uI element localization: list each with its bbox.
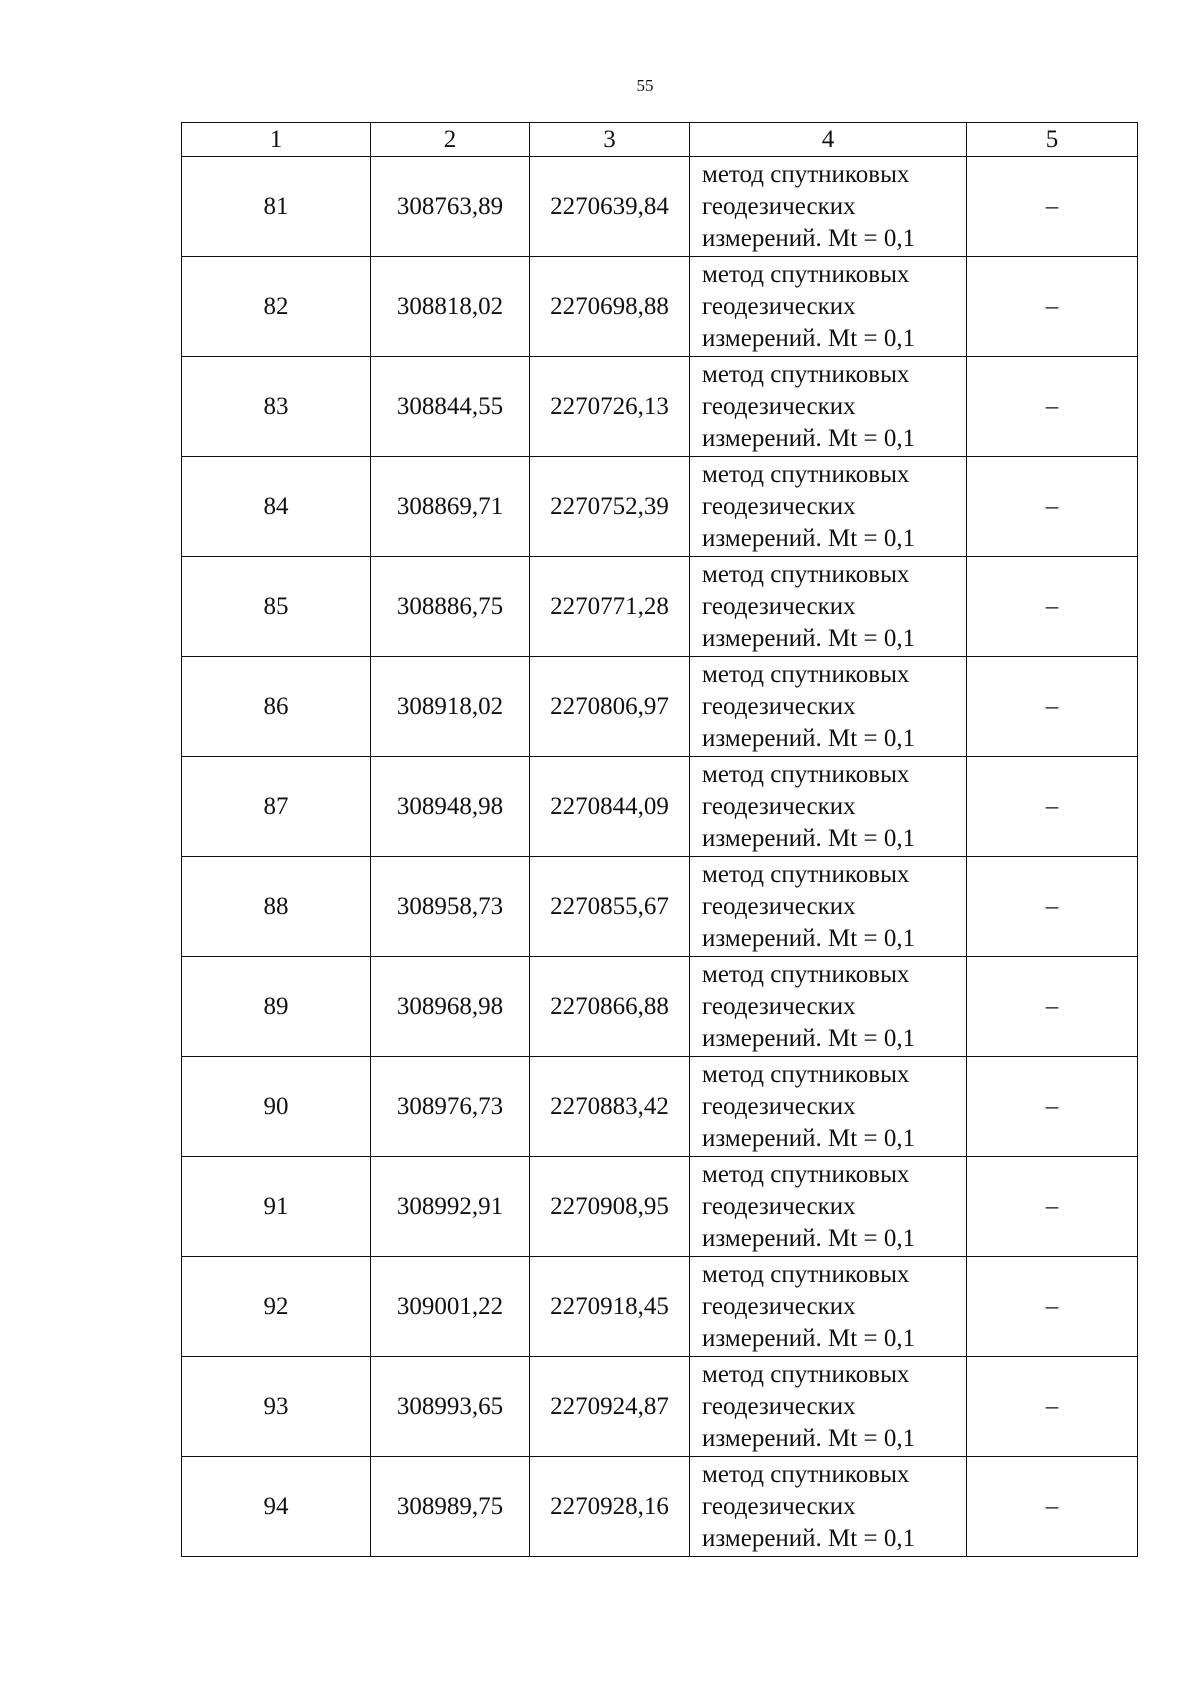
column-header-4: 4 xyxy=(690,123,967,157)
x-coordinate-cell: 308844,55 xyxy=(371,357,530,457)
method-text-line: измерений. Mt = 0,1 xyxy=(702,1124,916,1152)
table-row xyxy=(182,757,1138,857)
method-cell xyxy=(690,1257,967,1357)
method-cell xyxy=(690,557,967,657)
x-coordinate-cell: 308763,89 xyxy=(371,157,530,257)
method-cell xyxy=(690,1057,967,1157)
method-text-line: геодезических xyxy=(702,392,856,420)
method-text-line: геодезических xyxy=(702,1192,856,1220)
x-coordinate-cell: 308818,02 xyxy=(371,257,530,357)
method-text-line: геодезических xyxy=(702,1392,856,1420)
method-text-line: геодезических xyxy=(702,1492,856,1520)
method-text-line: измерений. Mt = 0,1 xyxy=(702,1324,916,1352)
table-row xyxy=(182,1357,1138,1457)
method-text-line: метод спутниковых xyxy=(702,1460,910,1488)
point-number-cell: 87 xyxy=(182,757,371,857)
note-cell: – xyxy=(967,657,1138,757)
y-coordinate-cell: 2270752,39 xyxy=(530,457,690,557)
y-coordinate-cell: 2270883,42 xyxy=(530,1057,690,1157)
method-cell xyxy=(690,657,967,757)
point-number-cell: 85 xyxy=(182,557,371,657)
note-cell: – xyxy=(967,1157,1138,1257)
point-number-cell: 84 xyxy=(182,457,371,557)
method-text-line: геодезических xyxy=(702,492,856,520)
note-cell: – xyxy=(967,257,1138,357)
note-cell: – xyxy=(967,1257,1138,1357)
point-number-cell: 94 xyxy=(182,1457,371,1557)
method-text-line: геодезических xyxy=(702,792,856,820)
table-row xyxy=(182,657,1138,757)
point-number-cell: 81 xyxy=(182,157,371,257)
table-row xyxy=(182,1257,1138,1357)
point-number-cell: 88 xyxy=(182,857,371,957)
y-coordinate-cell: 2270918,45 xyxy=(530,1257,690,1357)
method-text-line: метод спутниковых xyxy=(702,1160,910,1188)
method-cell xyxy=(690,157,967,257)
point-number-cell: 82 xyxy=(182,257,371,357)
y-coordinate-cell: 2270908,95 xyxy=(530,1157,690,1257)
table-header-row xyxy=(182,123,1138,157)
y-coordinate-cell: 2270924,87 xyxy=(530,1357,690,1457)
method-text-line: геодезических xyxy=(702,592,856,620)
method-text-line: метод спутниковых xyxy=(702,660,910,688)
method-cell xyxy=(690,357,967,457)
note-cell: – xyxy=(967,157,1138,257)
method-text-line: метод спутниковых xyxy=(702,860,910,888)
table-row xyxy=(182,357,1138,457)
note-cell: – xyxy=(967,1357,1138,1457)
y-coordinate-cell: 2270698,88 xyxy=(530,257,690,357)
coordinates-table xyxy=(181,122,1138,1557)
method-cell xyxy=(690,1157,967,1257)
x-coordinate-cell: 308918,02 xyxy=(371,657,530,757)
table-row xyxy=(182,157,1138,257)
method-text-line: геодезических xyxy=(702,992,856,1020)
method-text-line: измерений. Mt = 0,1 xyxy=(702,1424,916,1452)
y-coordinate-cell: 2270726,13 xyxy=(530,357,690,457)
table-body xyxy=(182,157,1138,1557)
method-text-line: измерений. Mt = 0,1 xyxy=(702,1224,916,1252)
table-row xyxy=(182,1157,1138,1257)
y-coordinate-cell: 2270639,84 xyxy=(530,157,690,257)
method-text-line: геодезических xyxy=(702,1292,856,1320)
note-cell: – xyxy=(967,857,1138,957)
method-cell xyxy=(690,1457,967,1557)
method-text-line: измерений. Mt = 0,1 xyxy=(702,224,916,252)
method-text-line: метод спутниковых xyxy=(702,1360,910,1388)
method-cell xyxy=(690,957,967,1057)
method-text-line: метод спутниковых xyxy=(702,560,910,588)
note-cell: – xyxy=(967,757,1138,857)
column-header-2: 2 xyxy=(371,123,530,157)
x-coordinate-cell: 308992,91 xyxy=(371,1157,530,1257)
column-header-3: 3 xyxy=(530,123,690,157)
table-row xyxy=(182,1057,1138,1157)
method-text-line: метод спутниковых xyxy=(702,1060,910,1088)
point-number-cell: 90 xyxy=(182,1057,371,1157)
x-coordinate-cell: 308958,73 xyxy=(371,857,530,957)
table-row xyxy=(182,1457,1138,1557)
method-text-line: геодезических xyxy=(702,892,856,920)
point-number-cell: 93 xyxy=(182,1357,371,1457)
method-text-line: метод спутниковых xyxy=(702,460,910,488)
method-text-line: метод спутниковых xyxy=(702,360,910,388)
method-cell xyxy=(690,257,967,357)
y-coordinate-cell: 2270855,67 xyxy=(530,857,690,957)
method-text-line: измерений. Mt = 0,1 xyxy=(702,324,916,352)
note-cell: – xyxy=(967,357,1138,457)
table-header xyxy=(182,123,1138,157)
note-cell: – xyxy=(967,457,1138,557)
method-text-line: измерений. Mt = 0,1 xyxy=(702,524,916,552)
method-text-line: измерений. Mt = 0,1 xyxy=(702,824,916,852)
x-coordinate-cell: 308886,75 xyxy=(371,557,530,657)
table-row xyxy=(182,557,1138,657)
method-text-line: метод спутниковых xyxy=(702,1260,910,1288)
method-text-line: измерений. Mt = 0,1 xyxy=(702,1524,916,1552)
x-coordinate-cell: 308993,65 xyxy=(371,1357,530,1457)
note-cell: – xyxy=(967,557,1138,657)
y-coordinate-cell: 2270806,97 xyxy=(530,657,690,757)
method-text-line: геодезических xyxy=(702,192,856,220)
method-text-line: геодезических xyxy=(702,692,856,720)
x-coordinate-cell: 308989,75 xyxy=(371,1457,530,1557)
page-number: 55 xyxy=(636,76,654,95)
x-coordinate-cell: 308869,71 xyxy=(371,457,530,557)
table-row xyxy=(182,457,1138,557)
method-cell xyxy=(690,1357,967,1457)
method-text-line: измерений. Mt = 0,1 xyxy=(702,1024,916,1052)
note-cell: – xyxy=(967,957,1138,1057)
method-text-line: метод спутниковых xyxy=(702,960,910,988)
point-number-cell: 92 xyxy=(182,1257,371,1357)
method-text-line: геодезических xyxy=(702,292,856,320)
x-coordinate-cell: 308948,98 xyxy=(371,757,530,857)
point-number-cell: 89 xyxy=(182,957,371,1057)
x-coordinate-cell: 309001,22 xyxy=(371,1257,530,1357)
method-text-line: измерений. Mt = 0,1 xyxy=(702,624,916,652)
point-number-cell: 91 xyxy=(182,1157,371,1257)
table-row xyxy=(182,857,1138,957)
table-row xyxy=(182,257,1138,357)
method-text-line: измерений. Mt = 0,1 xyxy=(702,924,916,952)
column-header-1: 1 xyxy=(182,123,371,157)
method-text-line: метод спутниковых xyxy=(702,760,910,788)
method-cell xyxy=(690,457,967,557)
method-text-line: метод спутниковых xyxy=(702,260,910,288)
table-row xyxy=(182,957,1138,1057)
y-coordinate-cell: 2270844,09 xyxy=(530,757,690,857)
note-cell: – xyxy=(967,1457,1138,1557)
method-text-line: измерений. Mt = 0,1 xyxy=(702,424,916,452)
method-cell xyxy=(690,857,967,957)
x-coordinate-cell: 308968,98 xyxy=(371,957,530,1057)
method-text-line: геодезических xyxy=(702,1092,856,1120)
note-cell: – xyxy=(967,1057,1138,1157)
method-text-line: измерений. Mt = 0,1 xyxy=(702,724,916,752)
y-coordinate-cell: 2270866,88 xyxy=(530,957,690,1057)
column-header-5: 5 xyxy=(967,123,1138,157)
method-cell xyxy=(690,757,967,857)
y-coordinate-cell: 2270928,16 xyxy=(530,1457,690,1557)
point-number-cell: 86 xyxy=(182,657,371,757)
x-coordinate-cell: 308976,73 xyxy=(371,1057,530,1157)
y-coordinate-cell: 2270771,28 xyxy=(530,557,690,657)
point-number-cell: 83 xyxy=(182,357,371,457)
method-text-line: метод спутниковых xyxy=(702,160,910,188)
